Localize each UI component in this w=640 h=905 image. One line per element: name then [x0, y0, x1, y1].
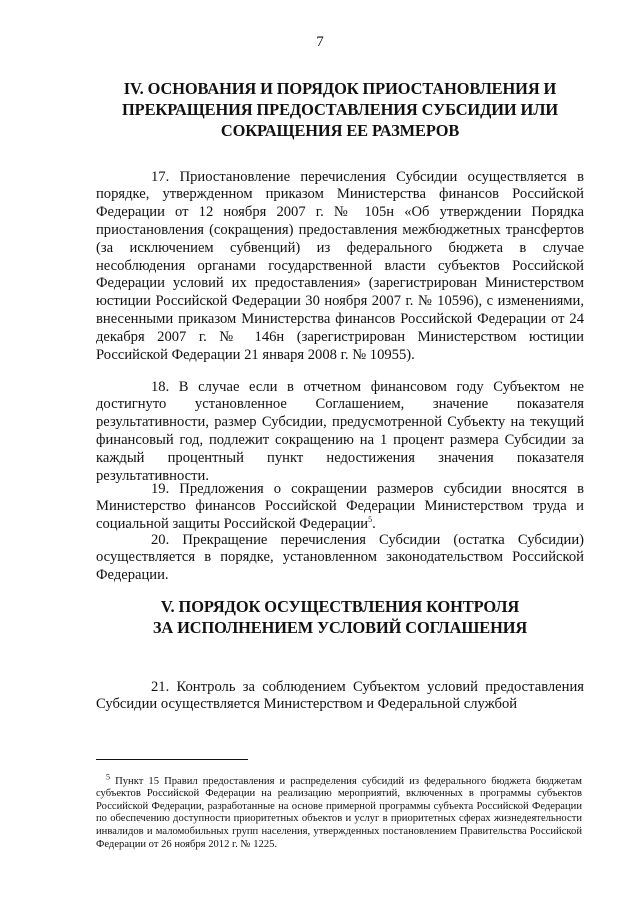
footnote-text: Пункт 15 Правил предоставления и распределения субсидий из федерального бюджета бюджетам субъектов Российской Федерации на реализацию мероприятий, включенных в программы субъектов Российской Федерации, разработанные на основе примерной программы субъекта Российской Федерации по обеспечению доступности приоритетных объектов и услуг в приоритетных сферах жизнедеятельности инвалидов и маломобильных групп населения, утвержденных постановлением Правительства Российской Федерации от 26 ноября 2012 г. № 1225.	[96, 775, 582, 850]
paragraph-18: 18. В случае если в отчетном финансовом году Субъектом не достигнуто установленное Соглашением, значение показателя результативности, размер Субсидии, предусмотренной Субъекту на текущий финансовый год, подлежит сокращению на 1 процент размера Субсидии за каждый процентный пункт недостижения значения показателя результативности.	[96, 378, 584, 484]
page-number: 7	[316, 34, 324, 50]
section-v-heading-line-2: ЗА ИСПОЛНЕНИЕМ УСЛОВИЙ СОГЛАШЕНИЯ	[152, 618, 528, 637]
footnote	[96, 772, 582, 852]
section-v-heading-line-1: V. ПОРЯДОК ОСУЩЕСТВЛЕНИЯ КОНТРОЛЯ	[160, 597, 520, 616]
footnote-reference[interactable]: 5	[368, 515, 373, 525]
paragraph-19-text: 19. Предложения о сокращении размеров субсидии вносятся в Министерство финансов Российской Федерации Министерством труда и социальной защиты Российской Федерации	[96, 480, 584, 533]
footnote-marker: 5	[106, 772, 110, 782]
section-iv-heading	[80, 78, 600, 141]
paragraph-21: 21. Контроль за соблюдением Субъектом условий предоставления Субсидии осуществляется Министерством и Федеральной службой	[96, 678, 584, 713]
paragraph-20: 20. Прекращение перечисления Субсидии (остатка Субсидии) осуществляется в порядке, установленном законодательством Российской Федерации.	[96, 531, 584, 584]
section-iv-heading-line-2: ПРЕКРАЩЕНИЯ ПРЕДОСТАВЛЕНИЯ СУБСИДИИ ИЛИ	[122, 100, 558, 119]
section-iv-heading-line-3: СОКРАЩЕНИЯ ЕЕ РАЗМЕРОВ	[220, 121, 460, 140]
section-iv-heading-line-1: IV. ОСНОВАНИЯ И ПОРЯДОК ПРИОСТАНОВЛЕНИЯ И	[123, 79, 557, 98]
footnote-divider	[96, 759, 248, 760]
paragraph-19: 19. Предложения о сокращении размеров субсидии вносятся в Министерство финансов Российской Федерации Министерством труда и социальной защиты Российской Федерации$^5$.	[96, 480, 584, 533]
section-v-heading	[80, 596, 600, 638]
paragraph-17: 17. Приостановление перечисления Субсидии осуществляется в порядке, утвержденном приказом Министерства финансов Российской Федерации от 12 ноября 2007 г. № 105н «Об утверждении Порядка приостановления (сокращения) предоставления межбюджетных трансфертов (за исключением субвенций) из федерального бюджета в случае несоблюдения органами государственной власти субъектов Российской Федерации условий их предоставления» (зарегистрирован Министерством юстиции Российской Федерации 30 ноября 2007 г. № 10596), с изменениями, внесенными приказом Министерства финансов Российской Федерации от 24 декабря 2007 г. № 146н (зарегистрирован Министерством юстиции Российской Федерации 21 января 2008 г. № 10955).	[96, 168, 584, 363]
